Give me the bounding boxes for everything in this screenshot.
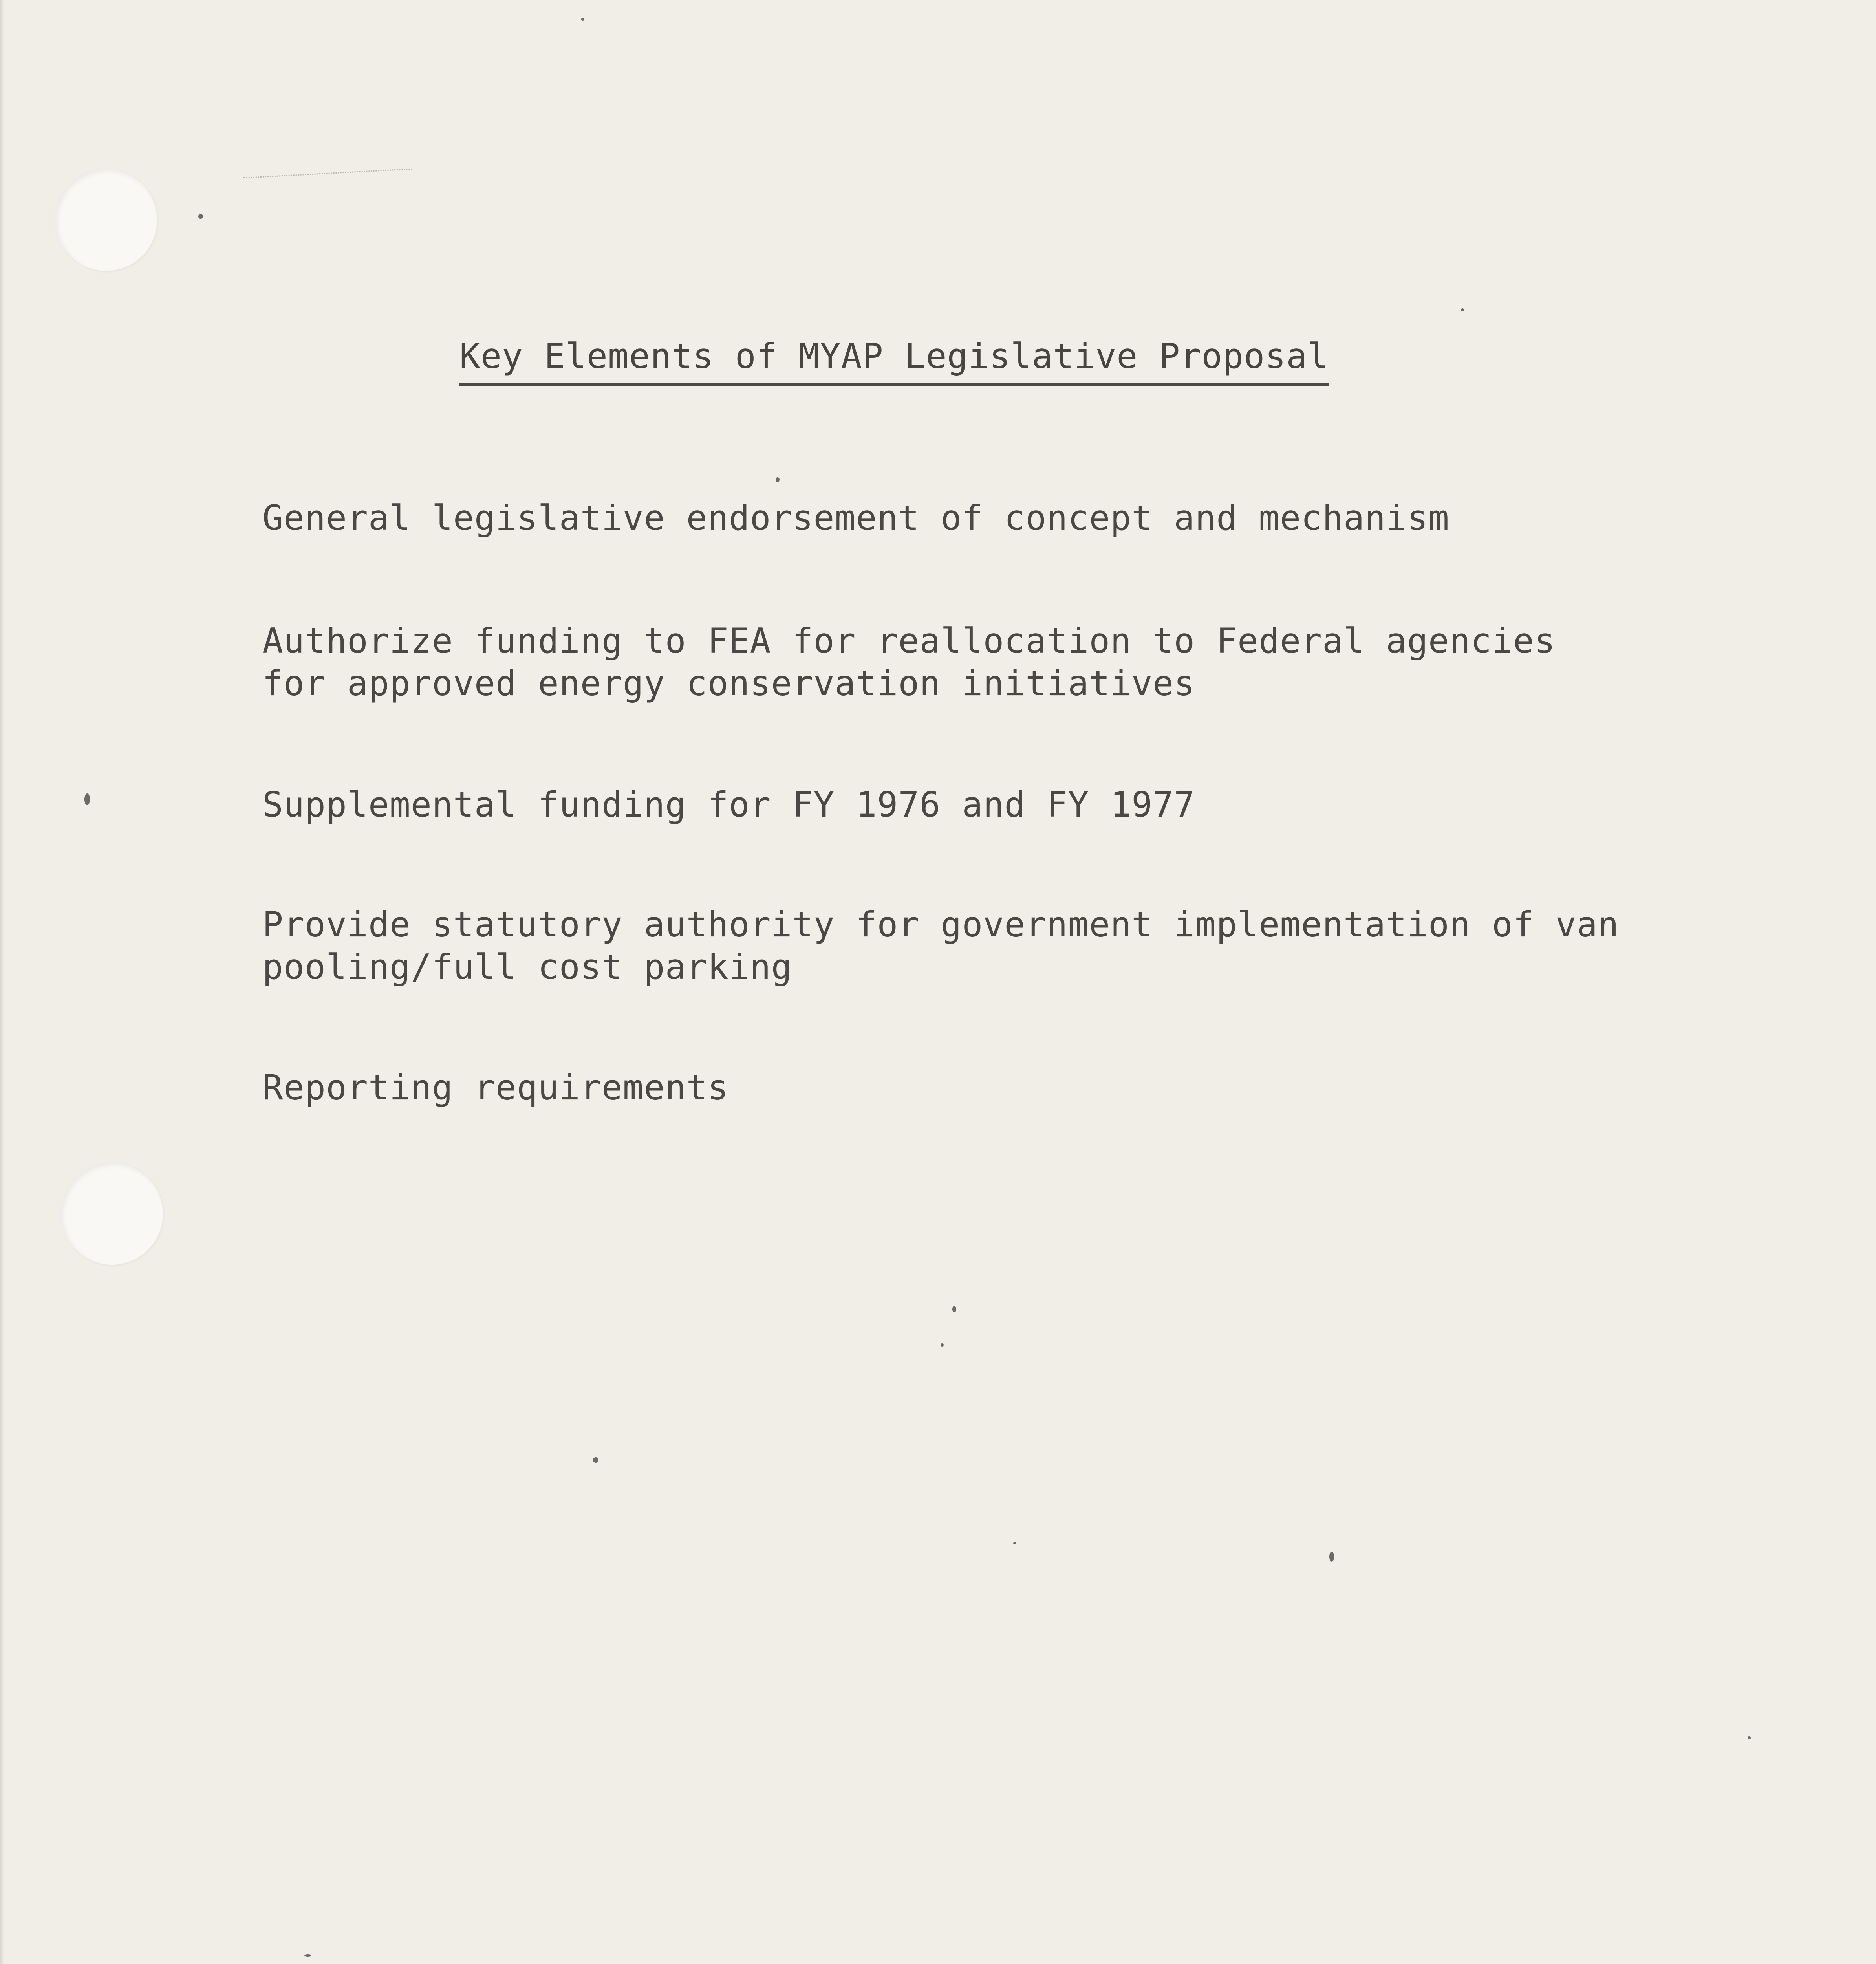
paper-speck bbox=[593, 1457, 598, 1463]
paper-speck bbox=[1461, 308, 1464, 311]
paper-speck bbox=[1013, 1542, 1016, 1544]
punch-hole-top bbox=[55, 169, 157, 271]
paper-speck bbox=[941, 1343, 944, 1347]
list-item-line: Reporting requirements bbox=[262, 1067, 729, 1108]
list-item bbox=[262, 620, 1556, 705]
document-title: Key Elements of MYAP Legislative Proposal bbox=[459, 336, 1329, 386]
faint-pencil-mark bbox=[243, 169, 412, 184]
paper-speck bbox=[1748, 1736, 1751, 1739]
paper-speck bbox=[1329, 1552, 1334, 1562]
list-item-line: Authorize funding to FEA for reallocation to Federal agencies bbox=[262, 621, 1556, 661]
list-item-line: Provide statutory authority for government implementation of van bbox=[262, 904, 1619, 945]
page-edge-shadow bbox=[0, 0, 4, 1964]
list-item bbox=[262, 497, 1450, 539]
punch-hole-middle bbox=[61, 1163, 163, 1265]
paper-speck bbox=[198, 214, 203, 219]
list-item-line: Supplemental funding for FY 1976 and FY 1977 bbox=[262, 784, 1195, 825]
list-item-line: for approved energy conservation initiatives bbox=[262, 663, 1195, 704]
list-item-line: pooling/full cost parking bbox=[262, 947, 792, 987]
paper-speck bbox=[581, 18, 584, 21]
paper-speck bbox=[776, 477, 780, 482]
list-item bbox=[262, 903, 1619, 988]
paper-speck bbox=[304, 1954, 311, 1957]
list-item-line: General legislative endorsement of concept and mechanism bbox=[262, 498, 1450, 538]
paper-speck bbox=[952, 1306, 956, 1312]
list-item bbox=[262, 784, 1195, 826]
list-item bbox=[262, 1066, 729, 1109]
paper-speck bbox=[84, 793, 90, 805]
